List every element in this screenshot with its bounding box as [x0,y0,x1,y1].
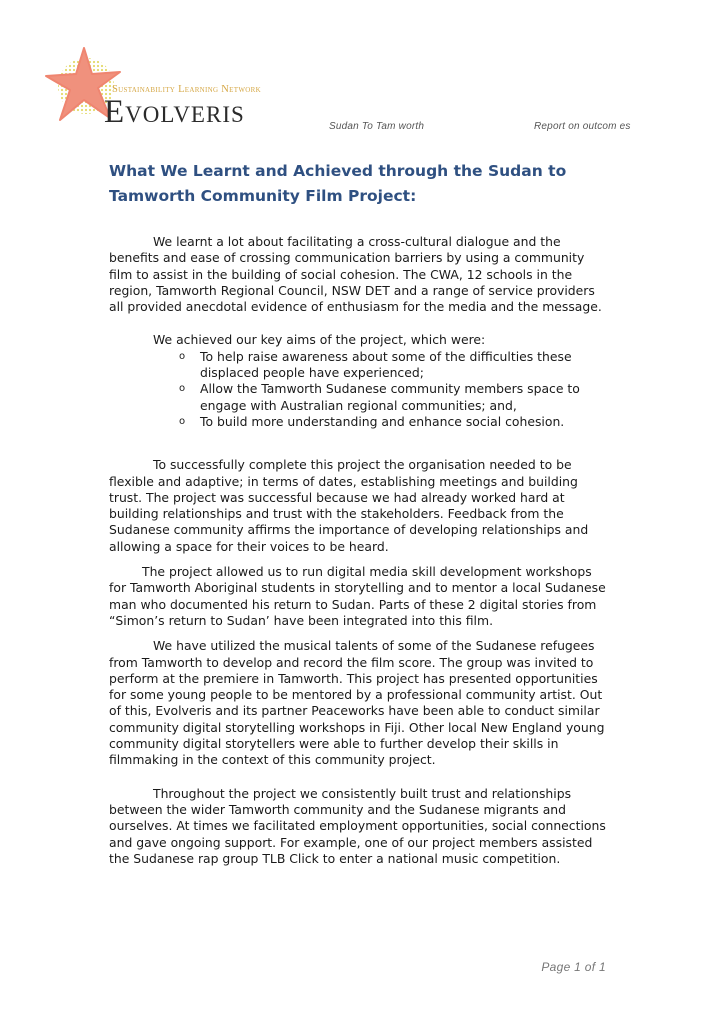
evolveris-logo [44,44,304,134]
document-body [109,234,609,867]
bullet-icon: o [179,415,186,427]
paragraph-workshops: The project allowed us to run digital media skill development workshops for Tamworth Aboriginal students in storytelling and to mentor a local Sudanese man who documented his return to Sudan. Parts of these 2 digital stories from “Simon’s return to Sudan’ have been integrated into this film. [109,564,606,628]
paragraph-learnt: We learnt a lot about facilitating a cross-cultural dialogue and the benefits and ease of crossing communication barriers by using a community film to assist in the building of social cohesion. The CWA, 12 schools in the region, Tamworth Regional Council, NSW DET and a range of service providers all provided anecdotal evidence of enthusiasm for the media and the message. [109,234,602,315]
list-item [179,348,609,382]
list-item [179,381,609,414]
paragraph-music: We have utilized the musical talents of some of the Sudanese refugees from Tamworth to develop and record the film score. The group was invited to perform at the premiere in Tamworth. This project has presented opportunities for some young people to be mentored by a professional community artist. Out of this, Evolveris and its partner Peaceworks have been able to conduct similar community digital storytelling workshops in Fiji. Other local New England young community digital storytellers were able to further develop their skills in filmmaking in the context of this community project. [109,638,605,768]
logo-tagline: Sustainability Learning Network [112,84,261,95]
logo-brand: Evolveris [104,94,245,130]
bullet-icon: o [179,383,186,395]
bullet-icon: o [179,350,186,362]
page-number: Page 1 of 1 [541,960,606,974]
paragraph-success: To successfully complete this project the organisation needed to be flexible and adaptive; in terms of dates, establishing meetings and building trust. The project was successful because we had already worked hard at building relationships and trust with the stakeholders. Feedback from the Sudanese community affirms the importance of developing relationships and allowing a space for their voices to be heard. [109,457,589,554]
aim-text: To build more understanding and enhance social cohesion. [200,413,565,429]
aims-intro: We achieved our key aims of the project, which were: [153,332,486,348]
aim-text: Allow the Tamworth Sudanese community members space to engage with Australian regional communities; and, [200,381,580,413]
paragraph-trust: Throughout the project we consistently built trust and relationships between the wider Tamworth community and the Sudanese migrants and ourselves. At times we facilitated employment opportunities, social connections and gave ongoing support. For example, one of our project members assisted the Sudanese rap group TLB Click to enter a national music competition. [109,785,606,866]
header-report-label: Report on outcom es [534,121,631,132]
header-project-name: Sudan To Tam worth [329,121,425,132]
list-item [179,413,609,430]
aim-text: To help raise awareness about some of the difficulties these displaced people have experienced; [200,348,572,381]
page-title: What We Learnt and Achieved through the Sudan to Tamworth Community Film Project: [109,162,567,205]
aims-list [109,349,609,430]
